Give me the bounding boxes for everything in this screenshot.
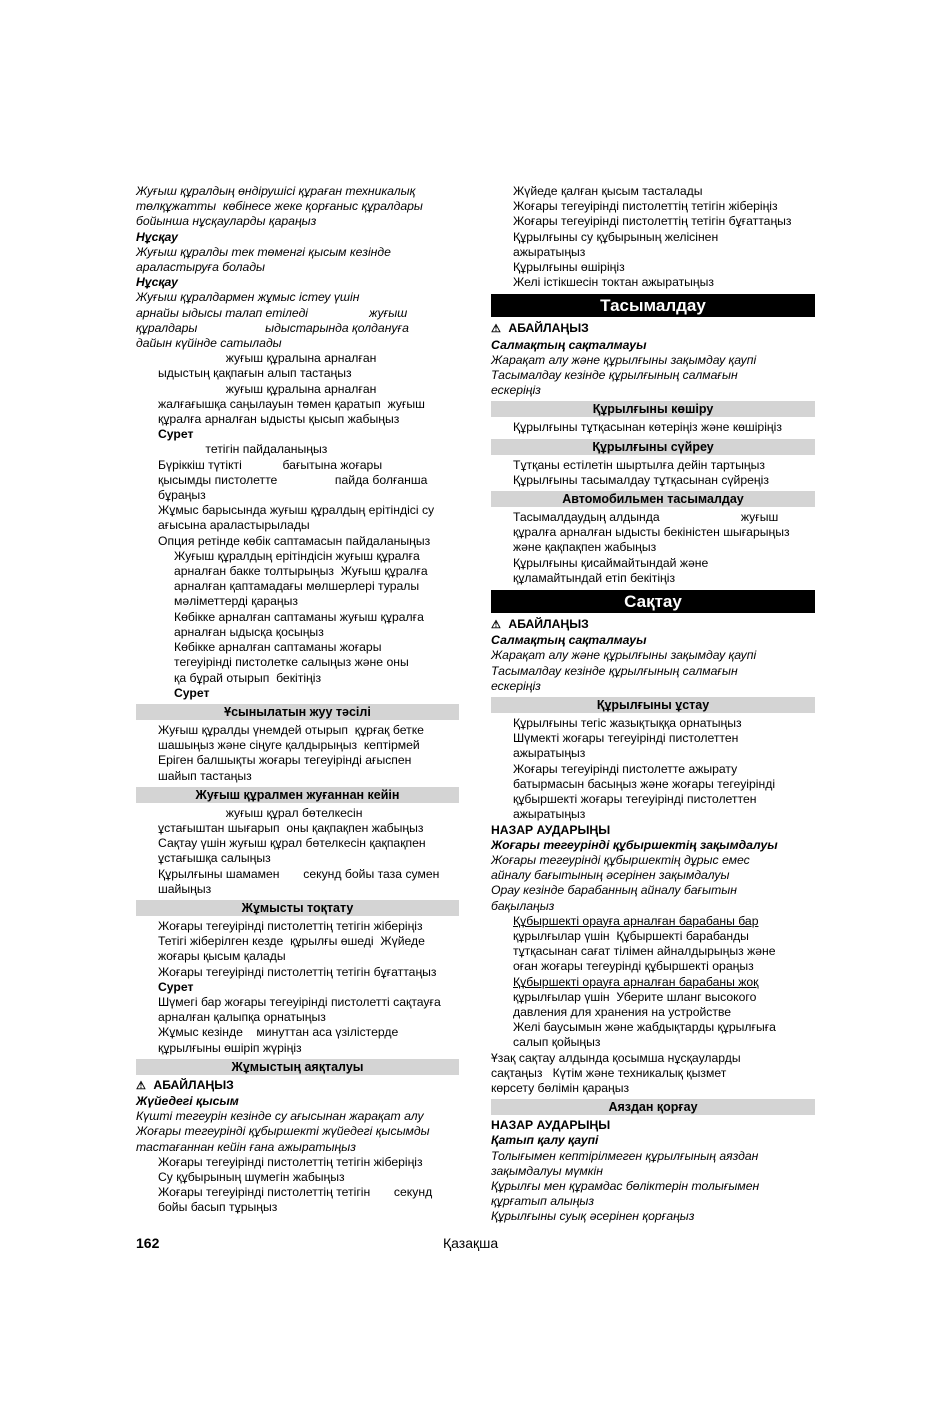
subsection-title: Жұмыстың аяқталуы: [136, 1059, 459, 1075]
text-line: арналған ыдысқа қосыңыз: [174, 624, 324, 639]
text-line: тастағаннан кейін ғана ажыратыңыз: [136, 1139, 356, 1154]
text-line: құрылғылар үшін Құбыршекті барабанды: [513, 928, 749, 943]
text-line: ыдыстың қақпағын алып тастаңыз: [158, 366, 352, 381]
text-line: Нұсқау: [136, 275, 178, 290]
text-line: бақылаңыз: [491, 898, 555, 913]
text-line: Жоғары тегеуірінді пистолеттің тетігін жіберіңіз: [513, 199, 778, 214]
text-line: тұтқасынан сағат тілімен айналдырыңыз және: [513, 944, 776, 959]
text-line: Жоғары тегеуірінді пистолеттің тетігін жіберіңіз: [158, 918, 423, 933]
text-line: зақымдалуы мүмкін: [491, 1163, 603, 1178]
text-line: Жұмыс барысында жуғыш құралдың ерітіндісі су: [158, 503, 435, 518]
text-line: салып қойыңыз: [513, 1035, 601, 1050]
text-line: Еріген балшықты жоғары тегеуірінді ағыспен: [158, 753, 412, 768]
text-line: Жоғары тегеуірінді пистолетте ажырату: [513, 761, 738, 776]
text-line: ұстағышқа салыңыз: [158, 851, 271, 866]
text-line: арналған бакке толтырыңыз Жуғыш құралға: [174, 564, 428, 579]
text-line: Желі баусымын және жабдықтарды құрылғыға: [513, 1020, 776, 1035]
text-line: Көбікке арналған саптаманы жуғыш құралға: [174, 609, 424, 624]
text-line: жуғыш құрал бөтелкесін: [158, 805, 363, 820]
text-line: бойынша нұсқауларды қараңыз: [136, 214, 317, 229]
warning-label: ⚠ АБАЙЛАҢЫЗ: [491, 321, 815, 337]
text-line: оған жоғары тегеурінді құбыршекті ораңыз: [513, 959, 754, 974]
text-line: Жоғары тегеуірінді пистолеттің тетігін секунд: [158, 1185, 433, 1200]
text-line: төлқұжатты көбінесе жеке қорғаныс құралдары: [136, 199, 423, 214]
text-line: шайыңыз: [158, 881, 212, 896]
text-line: қысымды пистолетте пайда болғанша: [158, 472, 428, 487]
text-line: ажыратыңыз: [513, 746, 586, 761]
text-line: Тасымалдау кезінде құрылғының салмағын: [491, 663, 738, 678]
text-line: араластыруға болады: [136, 260, 266, 275]
text-line: Құрылғы мен құрамдас бөліктерін толығымен: [491, 1178, 760, 1193]
text-line: бұраңыз: [158, 488, 206, 503]
text-line: тегеуірінді пистолетке салыңыз және оны: [174, 655, 409, 670]
text-line: Опция ретінде көбік саптамасын пайдаланыңыз: [158, 533, 431, 548]
text-line: Шүмегі бар жоғары тегеуірінді пистолетті сақтауға: [158, 994, 441, 1009]
text-line: құралға арналған ыдысты қысып жабыңыз: [158, 412, 400, 427]
text-line: Жуғыш құралды үнемдей отырып құрғақ бетке: [158, 722, 424, 737]
text-line: Сақтау үшін жуғыш құрал бөтелкесін қақпақпен: [158, 836, 426, 851]
text-line: құбыршекті жоғары тегеуірінді пистолеттен: [513, 792, 757, 807]
text-line: шашыңыз және сіңуге қалдырыңыз кептірмей: [158, 738, 420, 753]
section-title: Сақтау: [491, 590, 815, 613]
text-line: Жуғыш құралды тек төменгі қысым кезінде: [136, 244, 391, 259]
text-line: жуғыш құралына арналған: [158, 381, 377, 396]
text-line: Құрылғыны тасымалдау тұтқасынан сүйреңіз: [513, 472, 769, 487]
warning-label: ⚠ АБАЙЛАҢЫЗ: [136, 1078, 459, 1094]
text-line: Нұсқау: [136, 229, 178, 244]
text-line: батырмасын басыңыз және жоғары тегеуірінді: [513, 776, 776, 791]
text-line: Құбыршекті орауға арналған барабаны жоқ: [513, 974, 759, 989]
page-number: 162: [136, 1235, 160, 1251]
text-line: Жуғыш құралдың өндірушісі құраған техникалық: [136, 184, 416, 198]
text-line: Құрылғыны өшіріңіз: [513, 260, 625, 275]
text-line: Сурет: [174, 685, 210, 700]
text-line: Көбікке арналған саптаманы жоғары: [174, 640, 382, 655]
text-line: Салмақтың сақталмауы: [491, 633, 647, 648]
text-line: Жуғыш құралдармен жұмыс істеу үшін: [136, 290, 360, 305]
text-line: құралға арналған ыдысты бекіністен шығарыңыз: [513, 525, 790, 540]
text-line: ағысына араластырылады: [158, 518, 310, 533]
text-line: ескеріңіз: [491, 678, 541, 693]
text-line: Жоғары тегеурінді құбыршектің зақымдалуы: [491, 837, 778, 852]
text-line: дайын күйінде сатылады: [136, 336, 282, 351]
text-line: Ұзақ сақтау алдында қосымша нұсқауларды: [491, 1050, 741, 1065]
text-line: құрғатып алыңыз: [491, 1194, 595, 1209]
text-line: Құрылғыны шамамен секунд бойы таза сумен: [158, 866, 440, 881]
text-line: Тасымалдаудың алдында жуғыш: [513, 510, 779, 525]
text-line: Орау кезінде барабанның айналу бағытын: [491, 883, 737, 898]
right-column: [491, 184, 815, 1225]
text-line: Құрылғыны су құбырының желісінен: [513, 229, 719, 244]
text-line: Тасымалдау кезінде құрылғының салмағын: [491, 368, 738, 383]
text-line: айналу бағытының әсерінен зақымдалуы: [491, 868, 730, 883]
text-line: жуғыш құралына арналған: [158, 351, 377, 366]
text-line: шайып тастаңыз: [158, 768, 252, 783]
text-line: Жоғары тегеуірінді пистолеттің тетігін бұғаттаңыз: [513, 214, 792, 229]
text-line: құрылғылар үшін Уберите шланг высокого: [513, 989, 757, 1004]
text-line: ажыратыңыз: [513, 807, 586, 822]
subsection-title: Құрылғыны сүйреу: [491, 439, 815, 455]
footer-language: Қазақша: [443, 1235, 499, 1251]
text-line: Құрылғыны суық әсерінен қорғаңыз: [491, 1209, 695, 1224]
text-line: Тұтқаны естілетін шыртылға дейін тартыңыз: [513, 457, 765, 472]
text-line: бойы басып тұрыңыз: [158, 1200, 278, 1215]
text-line: Құбыршекті орауға арналған барабаны бар: [513, 913, 759, 928]
subsection-title: Аяздан қорғау: [491, 1099, 815, 1115]
text-line: ескеріңіз: [491, 383, 541, 398]
text-line: давления для хранения на устройстве: [513, 1004, 732, 1019]
subsection-title: Автомобильмен тасымалдау: [491, 491, 815, 507]
text-line: мәліметтерді қараңыз: [174, 594, 298, 609]
left-column: [136, 184, 459, 1216]
subsection-title: Жұмысты тоқтату: [136, 900, 459, 916]
subsection-title: Құрылғыны ұстау: [491, 697, 815, 713]
text-line: арналған қаптамадағы мөлшерлері туралы: [174, 579, 420, 594]
text-line: Шүмекті жоғары тегеуірінді пистолеттен: [513, 731, 739, 746]
text-line: Салмақтың сақталмауы: [491, 337, 647, 352]
text-line: арнайы ыдысы талап етіледі жуғыш: [136, 305, 408, 320]
warning-triangle-icon: ⚠: [136, 1079, 146, 1092]
text-line: Құрылғыны тұтқасынан көтеріңіз және көшіріңіз: [513, 420, 782, 435]
text-line: Бүріккіш түтікті бағытына жоғары: [158, 457, 383, 472]
text-line: Жоғары тегеурінді құбыршектің дұрыс емес: [491, 852, 750, 867]
text-line: сақтаңыз Күтім және техникалық қызмет: [491, 1065, 727, 1080]
text-line: жоғары қысым қалады: [158, 949, 286, 964]
text-line: Құрылғыны тегіс жазықтыққа орнатыңыз: [513, 716, 742, 731]
text-line: Қатып қалу қаупі: [491, 1133, 599, 1148]
text-line: Тетігі жіберілген кезде құрылғы өшеді Жүйеде: [158, 934, 425, 949]
warning-label: ⚠ АБАЙЛАҢЫЗ: [491, 617, 815, 633]
text-line: арналған қалыпқа орнатыңыз: [158, 1010, 326, 1025]
text-line: құламайтындай етіп бекітіңіз: [513, 570, 676, 585]
text-line: Сурет: [158, 427, 194, 442]
section-title: Тасымалдау: [491, 294, 815, 317]
text-line: Жарақат алу және құрылғыны зақымдау қаупі: [491, 648, 757, 663]
text-line: Толығымен кептірілмеген құрылғының аяздан: [491, 1148, 759, 1163]
text-line: Жуғыш құралдың ерітіндісін жуғыш құралға: [174, 548, 420, 563]
warning-triangle-icon: ⚠: [491, 619, 501, 632]
text-line: Жүйедегі қысым: [136, 1093, 239, 1108]
text-line: қа бұрай отырып бекітіңіз: [174, 670, 322, 685]
text-line: Жұмыс кезінде минуттан аса үзілістерде: [158, 1025, 399, 1040]
text-line: Күшті тегеурін кезінде су ағысынан жарақат алу: [136, 1109, 424, 1124]
subsection-title: Ұсынылатын жуу тәсілі: [136, 704, 459, 720]
text-line: Жүйеде қалған қысым тасталады: [513, 184, 703, 198]
text-line: ажыратыңыз: [513, 244, 586, 259]
subsection-title: Жуғыш құралмен жуғаннан кейін: [136, 787, 459, 803]
text-line: Жарақат алу және құрылғыны зақымдау қаупі: [491, 352, 757, 367]
text-line: ұстағыштан шығарып оны қақпақпен жабыңыз: [158, 820, 424, 835]
subsection-title: Құрылғыны көшіру: [491, 401, 815, 417]
text-line: құралдары ыдыстарында қолдануға: [136, 320, 409, 335]
text-line: Желі істікшесін токтан ажыратыңыз: [513, 275, 715, 290]
text-line: жалғағышқа саңылауын төмен қаратып жуғыш: [158, 396, 425, 411]
text-line: Жоғары тегеуірінді пистолеттің тетігін жіберіңіз: [158, 1154, 423, 1169]
text-line: Жоғары тегеурінді құбыршекті жүйедегі қысымды: [136, 1124, 430, 1139]
text-line: Құрылғыны қисаймайтындай және: [513, 555, 709, 570]
text-line: Сурет: [158, 979, 194, 994]
text-line: құрылғыны өшіріп жүріңіз: [158, 1040, 302, 1055]
warning-triangle-icon: ⚠: [491, 323, 501, 336]
text-line: Жоғары тегеуірінді пистолеттің тетігін бұғаттаңыз: [158, 964, 437, 979]
text-line: НАЗАР АУДАРЫҢЫ: [491, 822, 611, 837]
text-line: тетігін пайдаланыңыз: [158, 442, 328, 457]
text-line: көрсету бөлімін қараңыз: [491, 1080, 630, 1095]
text-line: НАЗАР АУДАРЫҢЫ: [491, 1118, 611, 1133]
text-line: Су құбырының шүмегін жабыңыз: [158, 1169, 345, 1184]
text-line: және қақпақпен жабыңыз: [513, 540, 657, 555]
